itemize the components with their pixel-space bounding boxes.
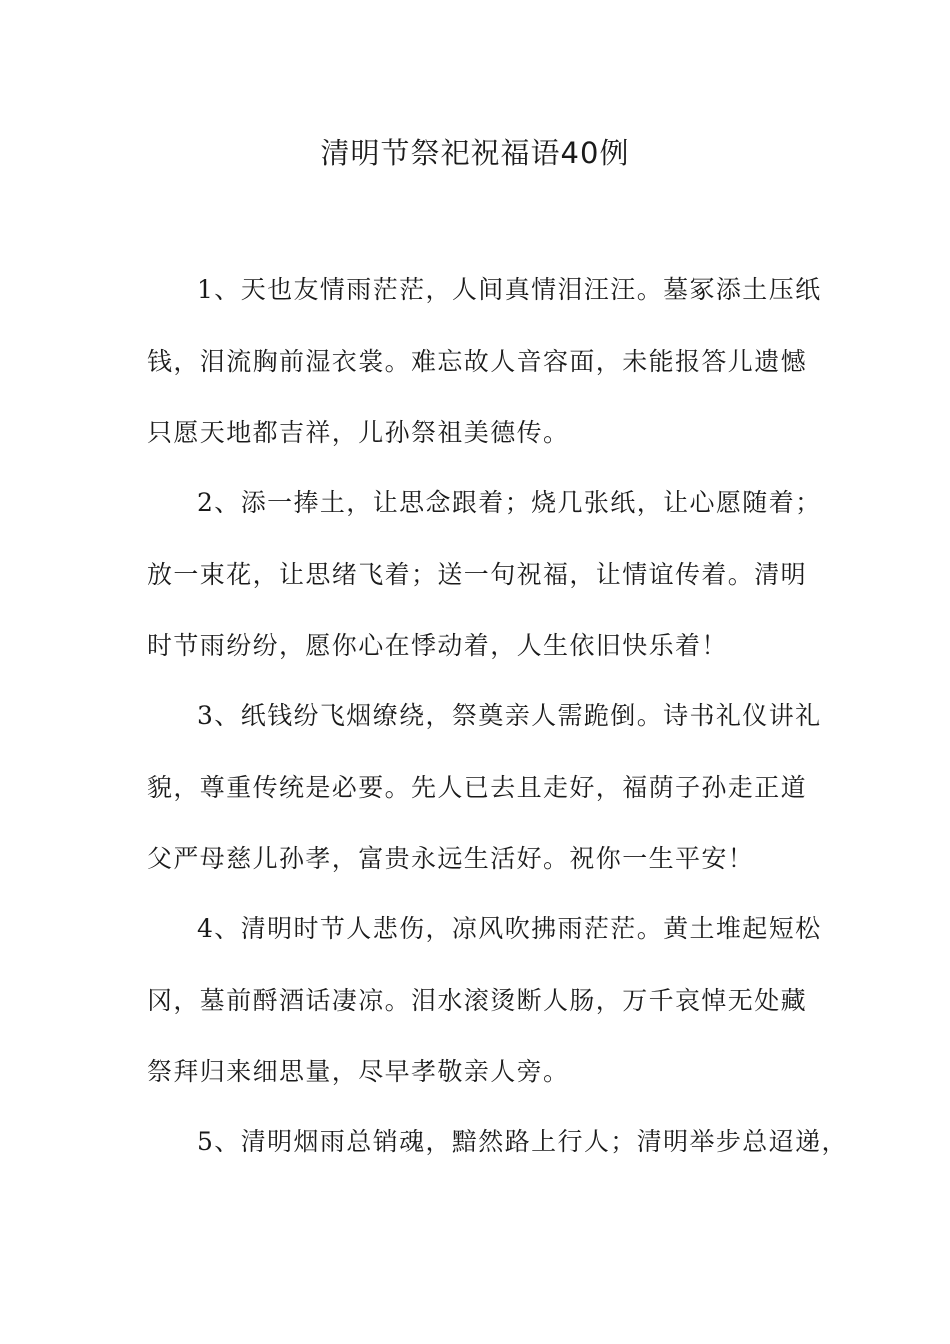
paragraph-2-line-2: 放一束花，让思绪飞着；送一句祝福，让情谊传着。清明: [147, 560, 808, 589]
paragraph-4-line-2: 冈，墓前酹酒话凄凉。泪水滚烫断人肠，万千哀悼无处藏: [147, 986, 808, 1015]
paragraph-3-line-1: 3、纸钱纷飞烟缭绕，祭奠亲人需跪倒。诗书礼仪讲礼: [197, 701, 822, 730]
document-title: 清明节祭祀祝福语40例: [320, 136, 630, 170]
paragraph-2-line-1: 2、添一捧土，让思念跟着；烧几张纸，让心愿随着；: [197, 488, 822, 517]
paragraph-3-line-3: 父严母慈儿孙孝，富贵永远生活好。祝你一生平安！: [147, 844, 755, 873]
paragraph-4-line-1: 4、清明时节人悲伤，凉风吹拂雨茫茫。黄土堆起短松: [197, 914, 822, 943]
paragraph-1-line-2: 钱，泪流胸前湿衣裳。难忘故人音容面，未能报答儿遗憾: [147, 347, 808, 376]
paragraph-1-line-1: 1、天也友情雨茫茫，人间真情泪汪汪。墓冢添土压纸: [197, 275, 822, 304]
paragraph-2-line-3: 时节雨纷纷，愿你心在悸动着，人生依旧快乐着！: [147, 631, 728, 660]
paragraph-3-line-2: 貌，尊重传统是必要。先人已去且走好，福荫子孙走正道: [147, 773, 808, 802]
paragraph-5-line-1: 5、清明烟雨总销魂，黯然路上行人；清明举步总迢递，: [197, 1127, 848, 1156]
paragraph-1-line-3: 只愿天地都吉祥，儿孙祭祖美德传。: [147, 418, 570, 447]
paragraph-4-line-3: 祭拜归来细思量，尽早孝敬亲人旁。: [147, 1057, 570, 1086]
